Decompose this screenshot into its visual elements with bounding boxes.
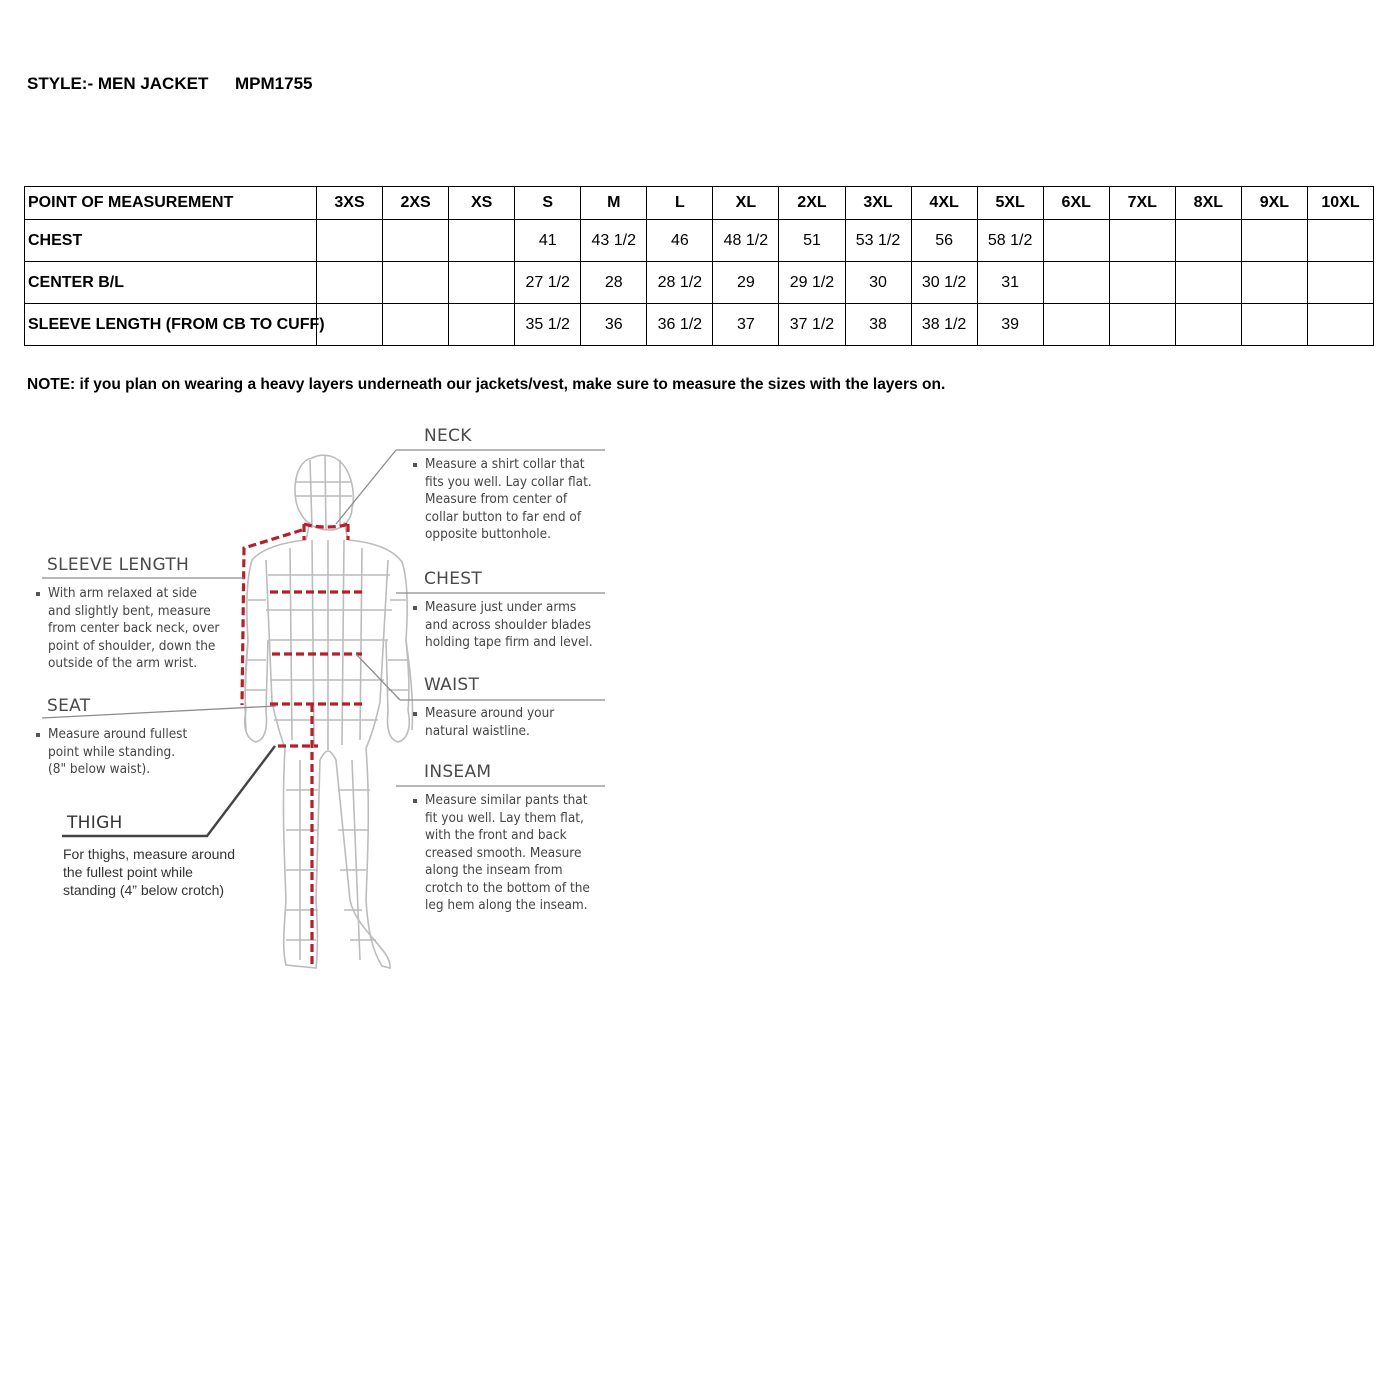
- table-cell: [1109, 220, 1175, 262]
- table-cell: 48 1/2: [713, 220, 779, 262]
- table-cell: [449, 304, 515, 346]
- thigh-title: THIGH: [67, 813, 123, 833]
- waist-title: WAIST: [424, 675, 480, 695]
- sleeve-length-title: SLEEVE LENGTH: [47, 555, 190, 575]
- neck-title: NECK: [424, 426, 472, 446]
- table-cell: 28: [581, 262, 647, 304]
- table-cell: [1043, 304, 1109, 346]
- table-row: [25, 304, 1374, 346]
- table-cell: 29: [713, 262, 779, 304]
- chest-title: CHEST: [424, 569, 483, 589]
- table-cell: 41: [515, 220, 581, 262]
- column-header: S: [515, 187, 581, 220]
- column-header: XS: [449, 187, 515, 220]
- column-header: XL: [713, 187, 779, 220]
- table-cell: [317, 262, 383, 304]
- column-header: 8XL: [1175, 187, 1241, 220]
- table-cell: 29 1/2: [779, 262, 845, 304]
- table-cell: 43 1/2: [581, 220, 647, 262]
- table-cell: 31: [977, 262, 1043, 304]
- table-cell: 38 1/2: [911, 304, 977, 346]
- table-cell: [1307, 304, 1373, 346]
- row-label: CHEST: [25, 220, 317, 262]
- table-cell: [1043, 220, 1109, 262]
- waist-description: Measure around your natural waistline.: [425, 705, 555, 739]
- table-cell: [449, 262, 515, 304]
- table-cell: 38: [845, 304, 911, 346]
- sleeve-dash: [242, 530, 302, 705]
- layering-note: NOTE: if you plan on wearing a heavy layers underneath our jackets/vest, make sure to measure the sizes with the layers on.: [27, 376, 946, 393]
- column-header: M: [581, 187, 647, 220]
- column-header: POINT OF MEASUREMENT: [25, 187, 317, 220]
- row-label: CENTER B/L: [25, 262, 317, 304]
- thigh-description: For thighs, measure around the fullest point while standing (4” below crotch): [63, 846, 235, 898]
- table-cell: [1241, 304, 1307, 346]
- table-cell: 37: [713, 304, 779, 346]
- column-header: 9XL: [1241, 187, 1307, 220]
- inseam-title: INSEAM: [424, 762, 492, 782]
- table-cell: [383, 304, 449, 346]
- document-header: [27, 74, 313, 94]
- column-header: 3XL: [845, 187, 911, 220]
- style-title: STYLE:- MEN JACKET: [27, 74, 209, 93]
- table-cell: [1241, 220, 1307, 262]
- table-cell: 36 1/2: [647, 304, 713, 346]
- table-cell: 37 1/2: [779, 304, 845, 346]
- table-row: [25, 220, 1374, 262]
- table-cell: [1307, 262, 1373, 304]
- table-cell: [449, 220, 515, 262]
- table-cell: [1109, 304, 1175, 346]
- table-cell: [317, 220, 383, 262]
- column-header: 7XL: [1109, 187, 1175, 220]
- table-cell: [383, 220, 449, 262]
- column-header: L: [647, 187, 713, 220]
- column-header: 2XL: [779, 187, 845, 220]
- table-cell: [1175, 220, 1241, 262]
- table-cell: 39: [977, 304, 1043, 346]
- table-cell: 36: [581, 304, 647, 346]
- table-cell: 30 1/2: [911, 262, 977, 304]
- table-cell: 35 1/2: [515, 304, 581, 346]
- column-header: 2XS: [383, 187, 449, 220]
- table-row: [25, 262, 1374, 304]
- column-header: 3XS: [317, 187, 383, 220]
- table-cell: [1307, 220, 1373, 262]
- style-number: MPM1755: [235, 74, 313, 93]
- table-cell: [1175, 304, 1241, 346]
- sleeve-length-description: With arm relaxed at side and slightly bent, measure from center back neck, over point of shoulder, down the outside of the arm wrist.: [48, 585, 220, 671]
- neck-dash: [304, 524, 348, 540]
- size-chart-table: [24, 186, 1374, 346]
- column-header: 10XL: [1307, 187, 1373, 220]
- table-cell: 30: [845, 262, 911, 304]
- row-label: SLEEVE LENGTH (FROM CB TO CUFF): [25, 304, 317, 346]
- table-cell: 56: [911, 220, 977, 262]
- column-header: 4XL: [911, 187, 977, 220]
- table-cell: 28 1/2: [647, 262, 713, 304]
- table-cell: [317, 304, 383, 346]
- table-cell: [1241, 262, 1307, 304]
- seat-title: SEAT: [47, 696, 91, 716]
- chest-description: Measure just under arms and across shoulder blades holding tape firm and level.: [425, 599, 593, 650]
- table-cell: [1043, 262, 1109, 304]
- body-outline: [245, 455, 413, 968]
- table-header-row: [25, 187, 1374, 220]
- table-cell: [1175, 262, 1241, 304]
- column-header: 5XL: [977, 187, 1043, 220]
- table-cell: 53 1/2: [845, 220, 911, 262]
- table-cell: 46: [647, 220, 713, 262]
- neck-description: Measure a shirt collar that fits you well. Lay collar flat. Measure from center of collar button to far end of opposite buttonhole.: [425, 456, 592, 542]
- measurement-dashes: [242, 524, 362, 966]
- column-header: 6XL: [1043, 187, 1109, 220]
- table-cell: 27 1/2: [515, 262, 581, 304]
- table-cell: [383, 262, 449, 304]
- seat-description: Measure around fullest point while standing. (8" below waist).: [48, 726, 188, 777]
- table-cell: [1109, 262, 1175, 304]
- table-cell: 58 1/2: [977, 220, 1043, 262]
- table-cell: 51: [779, 220, 845, 262]
- inseam-description: Measure similar pants that fit you well. Lay them flat, with the front and back creased smooth. Measure along the inseam from crotch to the bottom of the leg hem along the inseam.: [425, 792, 590, 913]
